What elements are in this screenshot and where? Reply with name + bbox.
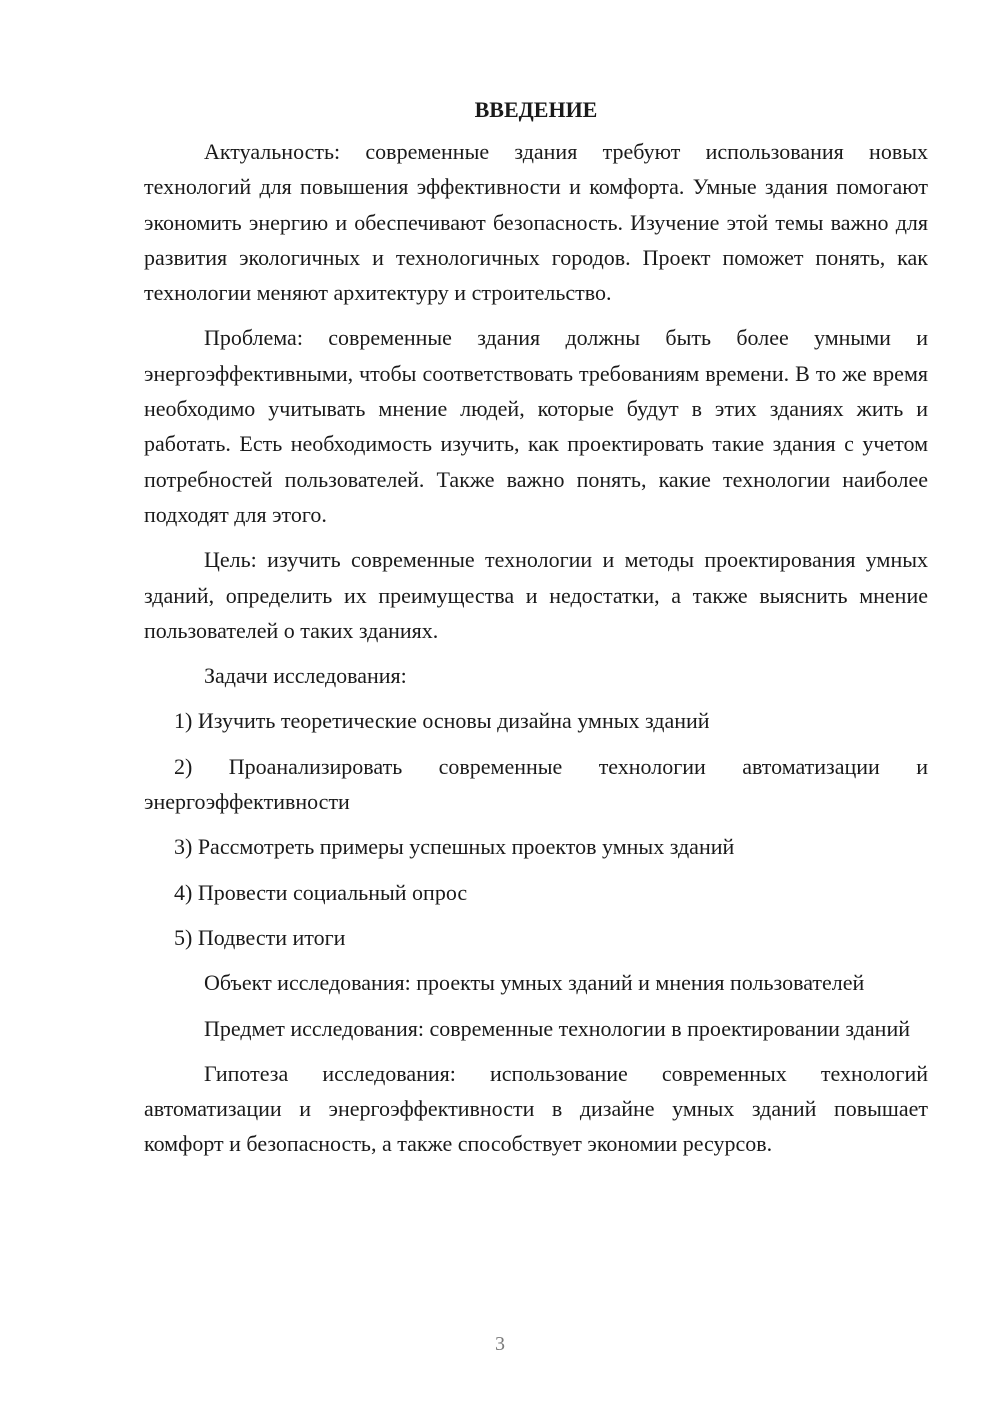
object-paragraph: Объект исследования: проекты умных зданий и мнения пользователей [204, 970, 865, 996]
problem-paragraph: Проблема: современные здания должны быть более умными и энергоэффективными, чтобы соответствовать требованиям времени. В то же время необходимо учитывать мнение людей, которые будут в этих зданиях жить и работать. Есть необходимость изучить, как проектировать такие здания с учетом потребностей пользователей. Также важно понять, какие технологии наиболее подходят для этого. [144, 325, 928, 527]
hypothesis-paragraph: Гипотеза исследования: использование современных технологий автоматизации и энергоэффективности в дизайне умных зданий повышает комфорт и безопасность, а также способствует экономии ресурсов. [144, 1060, 928, 1157]
list-item: 5) Подвести итоги [174, 924, 346, 950]
list-item: 2) Проанализировать современные технологии автоматизации и энергоэффективности [144, 753, 928, 815]
subject-paragraph: Предмет исследования: современные технологии в проектировании зданий [204, 1015, 910, 1041]
tasks-heading: Задачи исследования: [204, 663, 407, 689]
list-item: 4) Провести социальный опрос [174, 879, 468, 905]
goal-paragraph: Цель: изучить современные технологии и методы проектирования умных зданий, определить их преимущества и недостатки, а также выяснить мнение пользователей о таких зданиях. [144, 547, 928, 643]
page-title: ВВЕДЕНИЕ [474, 97, 598, 122]
list-item: 3) Рассмотреть примеры успешных проектов умных зданий [174, 834, 735, 860]
tasks-list [144, 703, 928, 955]
list-item: 1) Изучить теоретические основы дизайна умных зданий [174, 708, 710, 734]
relevance-paragraph: Актуальность: современные здания требуют использования новых технологий для повышения эффективности и комфорта. Умные здания помогают экономить энергию и обеспечивают безопасность. Изучение этой темы важно для развития экологичных и технологичных городов. Проект поможет понять, как технологии меняют архитектуру и строительство. [144, 139, 928, 306]
page-number: 3 [495, 1333, 505, 1355]
